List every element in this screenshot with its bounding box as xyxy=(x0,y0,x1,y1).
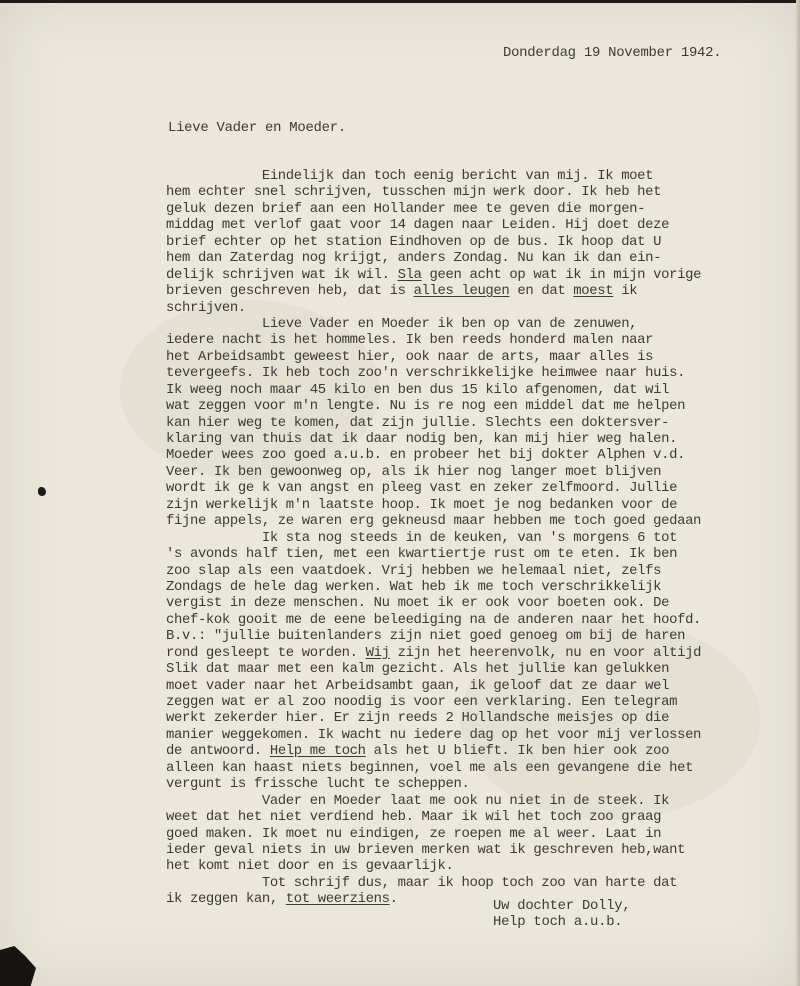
letter-line xyxy=(166,513,701,529)
letter-paragraph xyxy=(166,168,701,316)
letter-line xyxy=(166,349,701,365)
letter-body xyxy=(166,168,701,908)
torn-corner-mark xyxy=(0,946,36,986)
letter-line xyxy=(166,300,701,316)
letter-line xyxy=(166,842,701,858)
text-segment: goed maken. Ik moet nu eindigen, ze roepen me al weer. Laat in xyxy=(166,825,662,842)
letter-line xyxy=(166,612,701,628)
letter-line xyxy=(166,464,701,480)
text-segment: alleen kan haast niets beginnen, voel me als een gevangene die het xyxy=(166,759,694,776)
text-segment: werkt zekerder hier. Er zijn reeds 2 Hollandsche meisjes op die xyxy=(166,710,670,727)
text-segment: iedere nacht is het hommeles. Ik ben reeds honderd malen naar xyxy=(166,332,654,349)
underlined-text: Wij xyxy=(365,644,390,661)
text-segment: Slik dat maar met een kalm gezicht. Als het jullie kan gelukken xyxy=(166,661,670,678)
letter-line xyxy=(166,332,701,348)
letter-line xyxy=(166,267,701,283)
letter-line xyxy=(166,760,701,776)
letter-line xyxy=(166,497,701,513)
letter-line xyxy=(166,382,701,398)
text-segment: moet vader naar het Arbeidsambt gaan, ik geloof dat ze daar wel xyxy=(166,677,670,694)
text-segment: als het U blieft. Ik ben hier ook zoo xyxy=(365,743,670,760)
text-segment: hem echter snel schrijven, tusschen mijn werk door. Ik heb het xyxy=(166,184,662,201)
letter-line xyxy=(166,316,701,332)
text-segment: . xyxy=(389,891,398,908)
letter-line xyxy=(166,250,701,266)
underlined-text: Help me toch xyxy=(269,743,366,760)
text-segment: vergunt is frissche lucht te scheppen. xyxy=(166,776,470,793)
letter-line xyxy=(166,875,701,891)
letter-line xyxy=(166,645,701,661)
text-segment: de antwoord. xyxy=(166,743,270,760)
letter-line xyxy=(166,431,701,447)
letter-line xyxy=(166,628,701,644)
text-segment: Vader en Moeder laat me ook nu niet in de steek. Ik xyxy=(166,792,670,809)
letter-line xyxy=(166,217,701,233)
text-segment: wat zeggen voor m'n lengte. Nu is re nog een middel dat me helpen xyxy=(166,398,686,415)
text-segment: Zondags de hele dag werken. Wat heb ik me toch verschrikkelijk xyxy=(166,578,662,595)
text-segment: Ik sta nog steeds in de keuken, van 's morgens 6 tot xyxy=(166,529,678,546)
text-segment: 's avonds half tien, met een kwartiertje rust om te eten. Ik ben xyxy=(166,546,678,563)
signature-line-1: Uw dochter Dolly, xyxy=(493,898,631,914)
ink-blot-mark xyxy=(38,487,46,496)
signature-line-2: Help toch a.u.b. xyxy=(493,914,623,931)
letter-line xyxy=(166,678,701,694)
letter-line xyxy=(166,776,701,792)
letter-paragraph xyxy=(166,530,701,793)
text-segment: en dat xyxy=(509,283,574,300)
text-segment: rond gesleept te worden. xyxy=(166,644,366,661)
text-segment: hem dan Zaterdag nog krijgt, anders Zondag. Nu kan ik dan ein- xyxy=(166,250,662,267)
text-segment: Veer. Ik ben gewoonweg op, als ik hier nog langer moet blijven xyxy=(166,463,662,480)
text-segment: vergist in deze menschen. Nu moet ik er ook voor boeten ook. De xyxy=(166,595,670,612)
letter-paragraph xyxy=(166,793,701,875)
text-segment: klaring van thuis dat ik daar nodig ben, kan mij hier weg halen. xyxy=(166,431,678,447)
underlined-text: moest xyxy=(573,283,614,300)
text-segment: het Arbeidsambt geweest hier, ook naar de arts, maar alles is xyxy=(166,348,654,365)
text-segment: ik xyxy=(613,283,638,300)
text-segment: weet dat het niet verdiend heb. Maar ik wil het toch zoo graag xyxy=(166,809,662,826)
text-segment: Ik weeg noch maar 45 kilo en ben dus 15 kilo afgenomen, dat wil xyxy=(166,381,670,398)
letter-line xyxy=(166,480,701,496)
letter-line xyxy=(166,826,701,842)
letter-paragraph xyxy=(166,316,701,530)
text-segment: het komt niet door en is gevaarlijk. xyxy=(166,858,454,875)
text-segment: kan hier weg te komen, dat zijn jullie. Slechts een doktersver- xyxy=(166,414,670,431)
text-segment: Eindelijk dan toch eenig bericht van mij. Ik moet xyxy=(166,168,654,184)
letter-line xyxy=(166,595,701,611)
letter-line xyxy=(166,447,701,463)
text-segment: Moeder wees zoo goed a.u.b. en probeer het bij dokter Alphen v.d. xyxy=(166,447,686,464)
letter-line xyxy=(166,234,701,250)
letter-line xyxy=(166,398,701,414)
letter-line xyxy=(166,365,701,381)
text-segment: Lieve Vader en Moeder ik ben op van de zenuwen, xyxy=(166,315,638,332)
letter-line xyxy=(166,727,701,743)
letter-line xyxy=(166,530,701,546)
text-segment: brieven geschreven heb, dat is xyxy=(166,283,414,300)
underlined-text: alles leugen xyxy=(413,283,510,300)
text-segment: zijn het heerenvolk, nu en voor altijd xyxy=(389,644,702,661)
text-segment: Tot schrijf dus, maar ik hoop toch zoo van harte dat xyxy=(166,874,678,891)
underlined-text: Sla xyxy=(397,266,422,283)
letter-signature xyxy=(493,898,630,931)
letter-line xyxy=(166,415,701,431)
letter-line xyxy=(166,283,701,299)
text-segment: geen acht op wat ik in mijn vorige xyxy=(421,266,702,283)
letter-line xyxy=(166,743,701,759)
letter-line xyxy=(166,546,701,562)
text-segment: zijn werkelijk m'n laatste hoop. Ik moet je nog bedanken voor de xyxy=(166,496,678,513)
letter-line xyxy=(166,579,701,595)
text-segment: zeggen wat er al zoo noodig is voor een verklaring. Een telegram xyxy=(166,694,678,710)
letter-line xyxy=(166,563,701,579)
text-segment: brief echter op het station Eindhoven op de bus. Ik hoop dat U xyxy=(166,233,662,250)
text-segment: ik zeggen kan, xyxy=(166,891,286,908)
text-segment: wordt ik ge k van angst en pleeg vast en zeker zelfmoord. Jullie xyxy=(166,480,678,497)
letter-line xyxy=(166,858,701,874)
text-segment: middag met verlof gaat voor 14 dagen naar Leiden. Hij doet deze xyxy=(166,217,670,234)
text-segment: zoo slap als een vaatdoek. Vrij hebben we helemaal niet, zelfs xyxy=(166,562,662,579)
text-segment: fijne appels, ze waren erg gekneusd maar hebben me toch goed gedaan xyxy=(166,513,702,530)
text-segment: schrijven. xyxy=(166,299,246,316)
text-segment: geluk dezen brief aan een Hollander mee te geven die morgen- xyxy=(166,200,646,217)
letter-line xyxy=(166,694,701,710)
text-segment: tevergeefs. Ik heb toch zoo'n verschrikkelijke heimwee naar huis. xyxy=(166,365,686,382)
underlined-text: tot weerziens xyxy=(285,891,390,908)
letter-line xyxy=(166,661,701,677)
letter-date: Donderdag 19 November 1942. xyxy=(503,45,722,61)
letter-line xyxy=(166,168,701,184)
letter-line xyxy=(166,710,701,726)
letter-salutation: Lieve Vader en Moeder. xyxy=(168,120,346,136)
text-segment: ieder geval niets in uw brieven merken wat ik geschreven heb,want xyxy=(166,841,686,858)
right-edge-shadow xyxy=(796,0,800,986)
letter-line xyxy=(166,184,701,200)
letter-line xyxy=(166,809,701,825)
text-segment: B.v.: "jullie buitenlanders zijn niet goed genoeg om bij de haren xyxy=(166,628,686,645)
text-segment: delijk schrijven wat ik wil. xyxy=(166,266,398,283)
letter-line xyxy=(166,201,701,217)
text-segment: chef-kok gooit me de eene beleediging na de anderen naar het hoofd. xyxy=(166,611,702,628)
text-segment: manier weggekomen. Ik wacht nu iedere dag op het voor mij verlossen xyxy=(166,726,702,743)
letter-line xyxy=(166,793,701,809)
top-edge-shadow xyxy=(0,0,800,3)
